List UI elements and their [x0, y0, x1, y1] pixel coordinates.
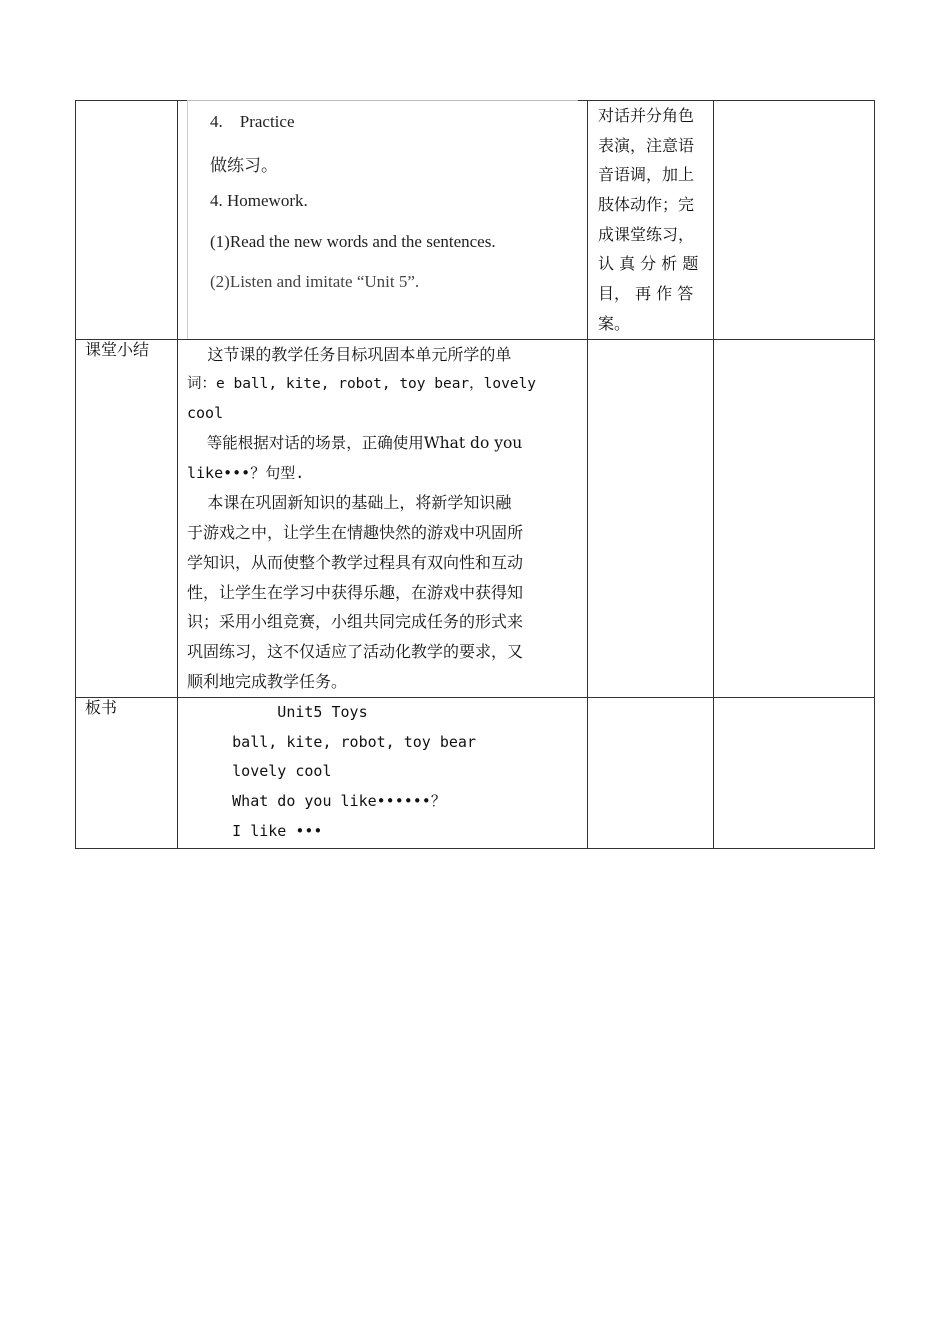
activity-line: 目， 再 作 答: [598, 284, 694, 304]
summary-line: 顺利地完成教学任务。: [187, 671, 348, 691]
board-line: I like •••: [187, 821, 323, 840]
summary-line: like•••？句型.: [187, 463, 305, 482]
activity-line: 案。: [598, 313, 631, 333]
board-row-label: 板书: [85, 698, 118, 717]
blackboard-text: [187, 698, 476, 846]
homework-item-1: (1)Read the new words and the sentences.: [210, 232, 496, 251]
activity-line: 成课堂练习，: [598, 224, 695, 244]
summary-text: [187, 340, 578, 696]
board-line: lovely cool: [187, 762, 332, 781]
summary-line: cool: [187, 404, 224, 423]
practice-heading: 4. Practice: [210, 112, 295, 131]
table-bottom-border: [75, 848, 875, 849]
col-divider-1: [177, 100, 178, 849]
board-line: ball, kite, robot, toy bear: [187, 732, 476, 751]
col-border-left: [75, 100, 76, 849]
summary-line: 性，让学生在学习中获得乐趣，在游戏中获得知: [187, 582, 524, 602]
summary-line: 词：e ball, kite, robot, toy bear，lovely: [187, 375, 537, 392]
homework-heading: 4. Homework.: [210, 191, 308, 210]
board-line-title: Unit5 Toys: [187, 703, 368, 721]
col-divider-2: [587, 100, 588, 849]
activity-line: 肢体动作；完: [598, 195, 695, 215]
student-activity-cell: [598, 101, 708, 339]
summary-row-label: 课堂小结: [85, 340, 150, 359]
col-divider-3: [713, 100, 714, 849]
summary-line: 于游戏之中，让学生在情趣快然的游戏中巩固所: [187, 523, 524, 543]
practice-chinese: 做练习。: [210, 156, 278, 176]
activity-line: 表演，注意语: [598, 135, 695, 155]
board-line: What do you like••••••？: [187, 792, 446, 811]
homework-item-2: (2)Listen and imitate “Unit 5”.: [210, 272, 420, 291]
summary-line: 学知识，从而使整个教学过程具有双向性和互动: [187, 552, 524, 572]
summary-line: 识；采用小组竞赛，小组共同完成任务的形式来: [187, 612, 524, 632]
practice-homework-image: [187, 100, 578, 339]
summary-line: 巩固练习，这不仅适应了活动化教学的要求，又: [187, 641, 524, 661]
summary-line: 这节课的教学任务目标巩固本单元所学的单: [187, 345, 512, 364]
activity-line: 认 真 分 析 题: [598, 254, 699, 274]
summary-line: 本课在巩固新知识的基础上，将新学知识融: [187, 493, 512, 513]
activity-line: 音语调，加上: [598, 165, 695, 185]
summary-line: 等能根据对话的场景，正确使用What do you: [187, 434, 523, 453]
activity-line: 对话并分角色: [598, 106, 695, 125]
col-border-right: [874, 100, 875, 849]
